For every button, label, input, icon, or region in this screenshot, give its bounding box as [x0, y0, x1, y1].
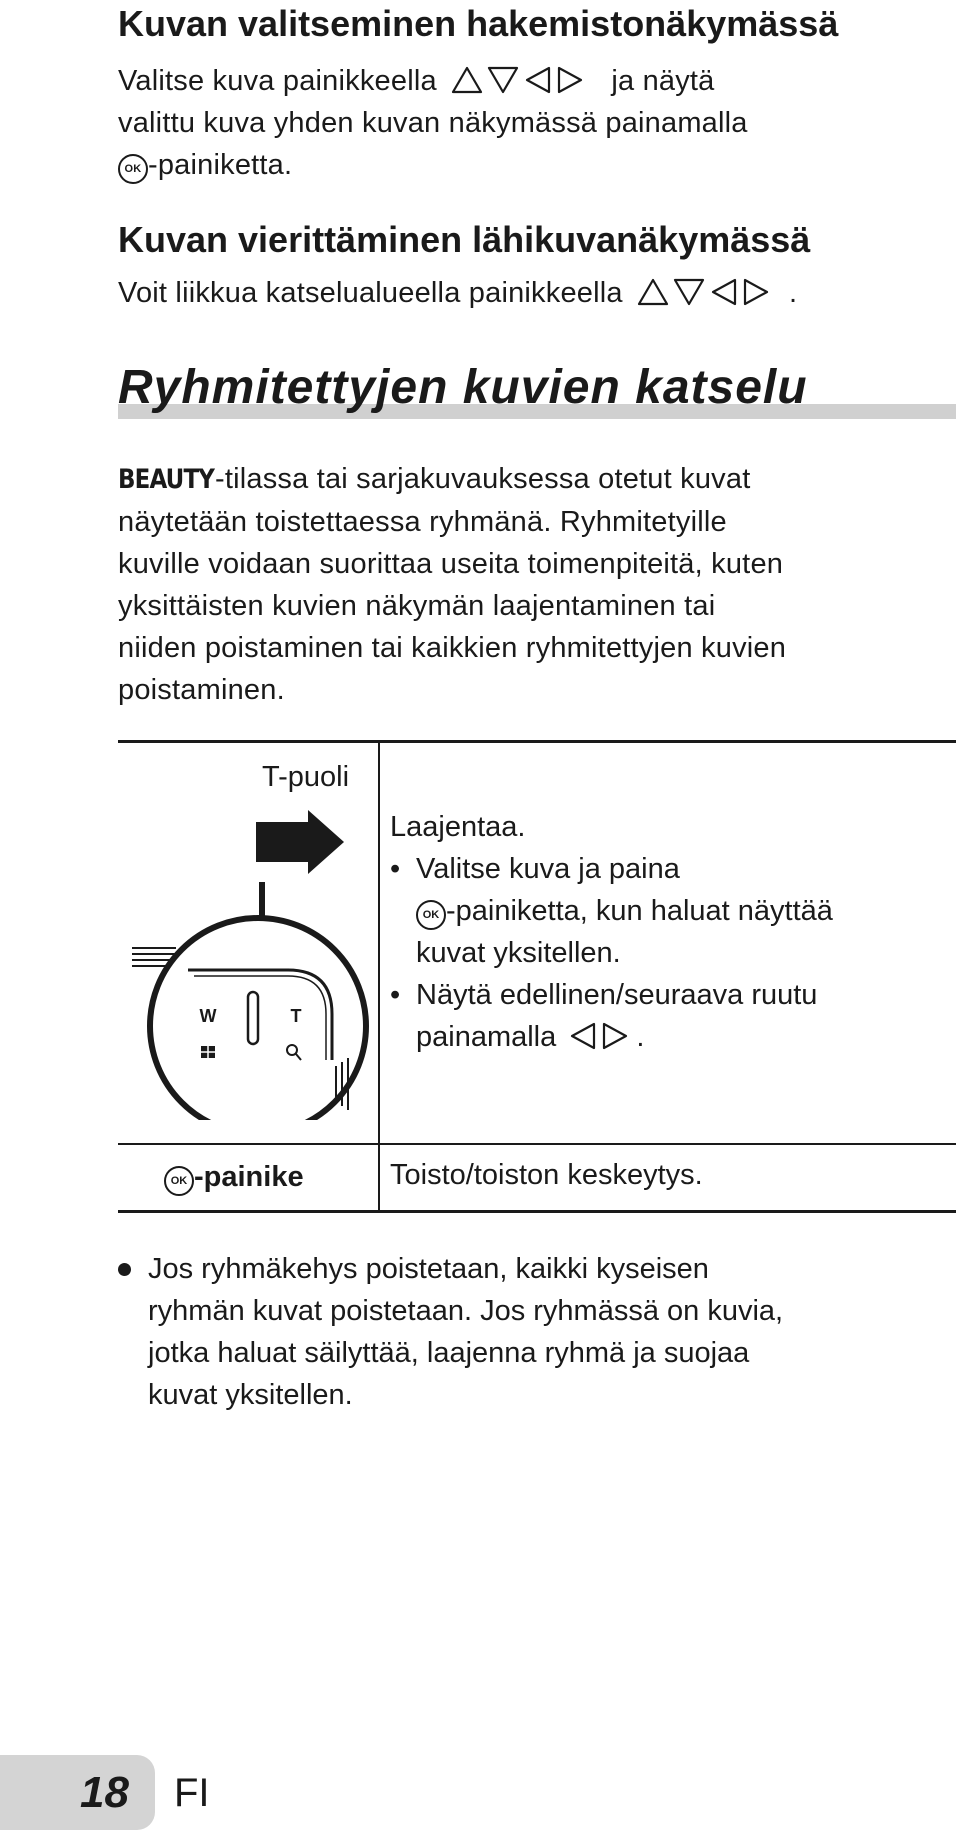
left-right-arrows-icon	[568, 1022, 632, 1050]
text-fragment: painamalla	[416, 1021, 557, 1053]
text-line: poistaminen.	[118, 674, 285, 706]
text-line: niiden poistaminen tai kaikkien ryhmitettyjen kuvien	[118, 632, 787, 664]
section-closeup-view-text	[118, 272, 797, 314]
expand-action-text: Laajentaa.	[390, 811, 526, 843]
section-title-index-view: Kuvan valitseminen hakemistonäkymässä	[118, 3, 839, 44]
text-line: yksittäisten kuvien näkymän laajentaminen tai	[118, 590, 716, 622]
text-fragment: .	[636, 1021, 645, 1053]
text-line: valittu kuva yhden kuvan näkymässä painamalla	[118, 107, 748, 139]
text-fragment: -painiketta.	[148, 149, 293, 181]
page-number-tab	[0, 1755, 155, 1830]
text-fragment: -tilassa tai sarjakuvauksessa otetut kuvat	[214, 463, 751, 495]
section-index-view-text	[118, 60, 748, 186]
index-grid-icon	[201, 1046, 215, 1058]
ok-button-icon: OK	[164, 1166, 194, 1196]
text-line: ryhmän kuvat poistetaan. Jos ryhmässä on kuvia,	[148, 1295, 784, 1327]
play-pause-action-text: Toisto/toiston keskeytys.	[390, 1159, 703, 1191]
section-title-closeup-view: Kuvan vierittäminen lähikuvanäkymässä	[118, 219, 811, 260]
t-label: T	[290, 1006, 302, 1026]
text-fragment: .	[789, 277, 798, 309]
language-code: FI	[174, 1771, 210, 1815]
page-number: 18	[80, 1768, 129, 1817]
chapter-title: Ryhmitettyjen kuvien katselu	[118, 361, 808, 414]
text-fragment: kuvat yksitellen.	[416, 937, 621, 969]
beauty-mode-label: BEAUTY	[118, 464, 215, 495]
note-paragraph	[118, 1248, 783, 1416]
t-side-label: T-puoli	[262, 761, 350, 793]
text-fragment: Näytä edellinen/seuraava ruutu	[416, 979, 818, 1011]
table-top-rule	[118, 740, 956, 743]
up-down-left-right-arrows-icon	[635, 278, 785, 306]
up-down-left-right-arrows-icon	[449, 66, 599, 94]
bullet-dot-icon	[118, 1263, 131, 1276]
text-fragment: Valitse kuva painikkeella	[118, 65, 437, 97]
table-bottom-rule	[118, 1210, 956, 1213]
table-column-divider	[378, 742, 380, 1210]
w-label: W	[199, 1006, 217, 1026]
text-line: kuvat yksitellen.	[148, 1379, 353, 1411]
text-fragment: Valitse kuva ja paina	[416, 853, 680, 885]
text-line: Jos ryhmäkehys poistetaan, kaikki kyseisen	[148, 1253, 709, 1285]
table-row-divider	[118, 1143, 956, 1145]
ok-button-row-label	[164, 1156, 304, 1198]
text-fragment: Voit liikkua katselualueella painikkeella	[118, 277, 623, 309]
text-fragment: -painiketta, kun haluat näyttää	[446, 895, 833, 927]
text-line: näytetään toistettaessa ryhmänä. Ryhmitetyille	[118, 506, 727, 538]
text-line: kuville voidaan suorittaa useita toimenpiteitä, kuten	[118, 548, 784, 580]
t-side-bullet-list	[390, 848, 833, 1058]
text-fragment: -painike	[194, 1161, 304, 1193]
zoom-lever-illustration	[128, 810, 378, 1120]
intro-paragraph	[118, 458, 786, 711]
arrow-right-icon	[256, 810, 344, 874]
text-fragment: ja näytä	[611, 65, 715, 97]
ok-button-icon: OK	[416, 900, 446, 930]
list-item	[390, 974, 833, 1058]
list-item	[390, 848, 833, 974]
ok-button-icon: OK	[118, 154, 148, 184]
text-line: jotka haluat säilyttää, laajenna ryhmä ja suojaa	[148, 1337, 750, 1369]
